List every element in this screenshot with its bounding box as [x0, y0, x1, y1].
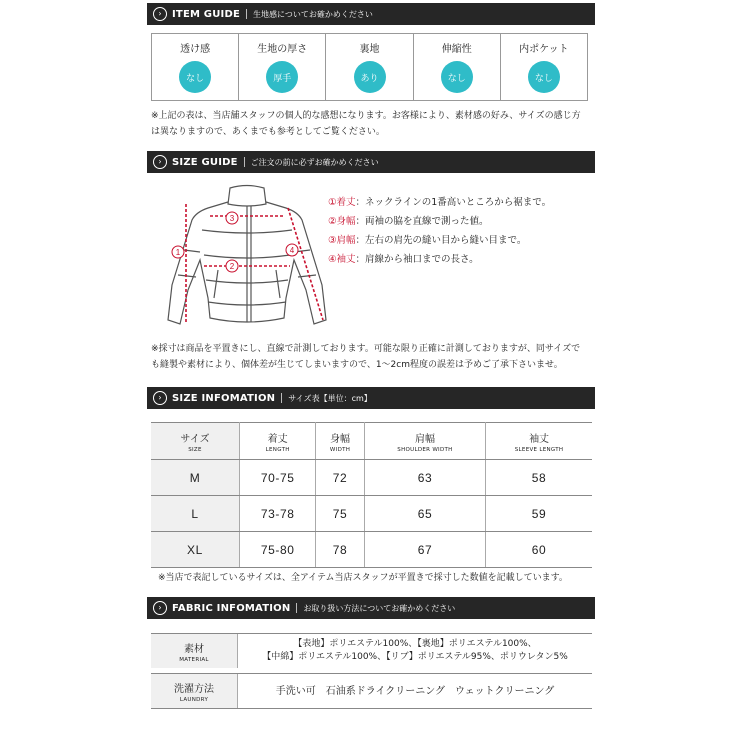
- laundry-key: [151, 674, 238, 708]
- guide-value-badge: なし: [528, 61, 560, 93]
- table-row: [151, 532, 592, 568]
- length-cell: 75-80: [240, 532, 316, 568]
- jacket-measurement-diagram: [160, 180, 335, 335]
- size-cell: M: [151, 460, 240, 496]
- jacket-outline: [168, 186, 326, 325]
- size-guide-title: SIZE GUIDE: [172, 156, 238, 168]
- note-line: ※上記の表は、当店舗スタッフの個人的な感想になります。お客様により、素材感の好み、サイズの感じ方: [151, 111, 581, 121]
- guide-col-inner-pocket: [501, 34, 587, 100]
- size-cell: L: [151, 496, 240, 532]
- item-guide-header: [147, 3, 595, 25]
- marker-1-label: 1: [175, 248, 181, 257]
- fabric-info-header: [147, 597, 595, 619]
- length-cell: 73-78: [240, 496, 316, 532]
- column-header: 肩幅 SHOULDER WIDTH: [364, 423, 485, 460]
- table-header-row: [151, 423, 592, 460]
- divider: [246, 9, 247, 19]
- laundry-row: [151, 673, 592, 709]
- column-header: 着丈 LENGTH: [240, 423, 316, 460]
- divider: [296, 603, 297, 613]
- material-line: 【中綿】ポリエステル100%、【リブ】ポリエステル95%、ポリウレタン5%: [262, 652, 568, 662]
- width-cell: 78: [316, 532, 364, 568]
- sleeve-cell: 58: [486, 460, 592, 496]
- chevron-right-icon: ›: [153, 7, 167, 21]
- guide-col-thickness: [239, 34, 326, 100]
- guide-col-stretch: [414, 34, 501, 100]
- width-cell: 75: [316, 496, 364, 532]
- item-guide-note: [151, 108, 596, 140]
- length-cell: 70-75: [240, 460, 316, 496]
- legend-label: ①着丈: [328, 197, 356, 208]
- legend-label: ③肩幅: [328, 235, 356, 246]
- marker-2-label: 2: [229, 262, 235, 271]
- guide-header: 生地の厚さ: [257, 44, 308, 55]
- laundry-key-ja: 洗濯方法: [174, 683, 214, 695]
- width-cell: 72: [316, 460, 364, 496]
- size-info-title: SIZE INFOMATION: [172, 392, 276, 404]
- laundry-key-en: LAUNDRY: [179, 696, 209, 703]
- size-guide-header: [147, 151, 595, 173]
- note-line: ※採寸は商品を平置きにし、直線で計測しております。可能な限り正確に計測しておりますが、同サイズで: [151, 344, 581, 354]
- guide-header: 透け感: [180, 44, 211, 55]
- material-value: [238, 634, 592, 668]
- table-row: [151, 496, 592, 532]
- column-header: サイズ SIZE: [151, 423, 240, 460]
- item-guide-subtitle: 生地感についてお確かめください: [253, 9, 373, 19]
- size-guide-legend: [328, 193, 551, 269]
- chevron-right-icon: ›: [153, 601, 167, 615]
- shoulder-cell: 65: [364, 496, 485, 532]
- guide-value-badge: なし: [441, 61, 473, 93]
- size-cell: XL: [151, 532, 240, 568]
- guide-header: 伸縮性: [441, 44, 472, 55]
- guide-col-transparency: [152, 34, 239, 100]
- legend-desc: ：両袖の脇を直線で測った値。: [355, 216, 489, 227]
- measure-markers: [172, 212, 298, 272]
- size-table: [151, 422, 592, 568]
- fabric-info-subtitle: お取り扱い方法についてお確かめください: [303, 603, 456, 613]
- divider: [244, 157, 245, 167]
- guide-col-lining: [326, 34, 413, 100]
- marker-4-label: 4: [289, 246, 295, 255]
- sleeve-cell: 59: [486, 496, 592, 532]
- divider: [281, 393, 282, 403]
- legend-label: ②身幅: [328, 216, 356, 227]
- legend-item: [328, 250, 551, 269]
- guide-value-badge: 厚手: [266, 61, 298, 93]
- size-info-header: [147, 387, 595, 409]
- note-line: も縫製や素材により、個体差が生じてしまいますので、1〜2cm程度の誤差は予めご了承下さいませ。: [151, 360, 563, 370]
- legend-item: [328, 231, 551, 250]
- legend-desc: ：ネックラインの1番高いところから裾まで。: [355, 197, 552, 208]
- chevron-right-icon: ›: [153, 155, 167, 169]
- legend-item: [328, 193, 551, 212]
- guide-header: 裏地: [359, 44, 380, 55]
- material-key-en: MATERIAL: [179, 656, 209, 663]
- marker-3-label: 3: [229, 214, 235, 223]
- material-key: [151, 634, 238, 668]
- legend-desc: ：肩線から袖口までの長さ。: [355, 254, 479, 265]
- shoulder-cell: 63: [364, 460, 485, 496]
- size-info-subtitle: サイズ表【単位：cm】: [288, 393, 372, 403]
- guide-header: 内ポケット: [519, 44, 569, 55]
- note-line: は異なりますので、あくまでも参考としてご覧ください。: [151, 127, 385, 137]
- size-info-note: ※当店で表記しているサイズは、全アイテム当店スタッフが平置きで採寸した数値を記載しています。: [158, 573, 568, 583]
- chevron-right-icon: ›: [153, 391, 167, 405]
- legend-desc: ：左右の肩先の縫い目から縫い目まで。: [355, 235, 527, 246]
- material-line: 【表地】ポリエステル100%、【裏地】ポリエステル100%、: [293, 639, 537, 649]
- item-guide-table: [151, 33, 588, 101]
- column-header: 袖丈 SLEEVE LENGTH: [486, 423, 592, 460]
- material-key-ja: 素材: [184, 643, 204, 655]
- guide-value-badge: あり: [354, 61, 386, 93]
- fabric-info-title: FABRIC INFOMATION: [172, 602, 291, 614]
- guide-value-badge: なし: [179, 61, 211, 93]
- column-header: 身幅 WIDTH: [316, 423, 364, 460]
- laundry-value: 手洗い可 石油系ドライクリーニング ウェットクリーニング: [275, 685, 555, 697]
- size-guide-note: [151, 341, 596, 373]
- sleeve-cell: 60: [486, 532, 592, 568]
- legend-item: [328, 212, 551, 231]
- shoulder-cell: 67: [364, 532, 485, 568]
- size-guide-subtitle: ご注文の前に必ずお確かめください: [250, 157, 379, 167]
- legend-label: ④袖丈: [328, 254, 356, 265]
- material-row: [151, 633, 592, 668]
- table-row: [151, 460, 592, 496]
- item-guide-title: ITEM GUIDE: [172, 8, 240, 20]
